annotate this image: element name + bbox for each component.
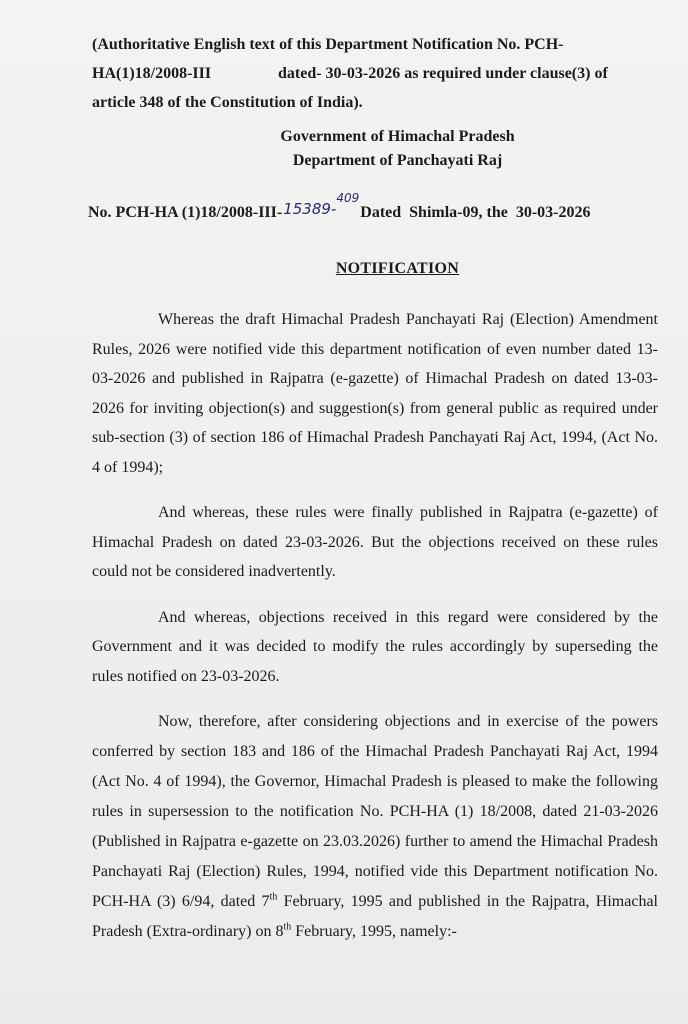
handwritten-dispatch-number <box>283 190 359 224</box>
government-heading <box>92 125 658 173</box>
paragraph-4-part-c: February, 1995, namely:- <box>291 923 457 940</box>
header-text-2: dated- 30-03-2026 as required under clause(3) of <box>278 65 608 82</box>
handwritten-number-sup: 409 <box>336 191 360 205</box>
header-ref-number: HA(1)18/2008-III <box>92 65 212 82</box>
department-name: Department of Panchayati Raj <box>292 152 503 169</box>
ordinal-suffix-2: th <box>283 921 292 933</box>
header-line-2 <box>92 59 658 88</box>
paragraph-3: And whereas, objections received in this regard were considered by the Government and it was decided to modify the rules accordingly by superseding the rules notified on 23-03-2026. <box>92 608 658 685</box>
reference-number: No. PCH-HA (1)18/2008-III- <box>88 204 283 221</box>
reference-line <box>88 193 654 227</box>
paragraph-4-part-a: Now, therefore, after considering objections and in exercise of the powers conferred by section 183 and 186 of the Himachal Pradesh Panchayati Raj Act, 1994 (Act No. 4 of 1994), the Governor, Himachal Pradesh is pleased to make the following rules in supersession to the notification No. PCH-HA (1) 18/2008, dated 21-03-2026 (Published in Rajpatra e-gazette on 23.03.2026) further to amend the Himachal Pradesh Panchayati Raj (Election) Rules, 1994, notified vide this Department notification No. PCH-HA (3) 6/94, dated 7 <box>92 713 658 910</box>
paragraph-1: Whereas the draft Himachal Pradesh Panchayati Raj (Election) Amendment Rules, 2026 were notified vide this department notification of even number dated 13-03-2026 and published in Rajpatra (e-gazette) of Himachal Pradesh on dated 13-03-2026 for inviting objection(s) and suggestion(s) from general public as required under sub-section (3) of section 186 of Himachal Pradesh Panchayati Raj Act, 1994, (Act No. 4 of 1994); <box>92 311 658 476</box>
header-line-3: article 348 of the Constitution of India). <box>92 94 363 111</box>
header-text-1: (Authoritative English text of this Department Notification No. PCH- <box>92 36 564 53</box>
notification-title: NOTIFICATION <box>335 260 460 277</box>
notification-document <box>88 30 659 963</box>
ordinal-suffix-1: th <box>269 891 278 903</box>
paragraph-2: And whereas, these rules were finally published in Rajpatra (e-gazette) of Himachal Pradesh on dated 23-03-2026. But the objections received on these rules could not be considered inadvertently. <box>92 504 658 580</box>
paragraph-4-part-b: February, 1995 and published in the Rajpatra, Himachal Pradesh (Extra-ordinary) on 8 <box>92 893 659 940</box>
government-name: Government of Himachal Pradesh <box>280 128 515 145</box>
reference-dated: Dated Shimla-09, the 30-03-2026 <box>360 204 591 221</box>
paragraph-4 <box>92 707 658 947</box>
handwritten-number-text: 15389- <box>283 200 337 218</box>
header-line-1 <box>92 30 658 59</box>
